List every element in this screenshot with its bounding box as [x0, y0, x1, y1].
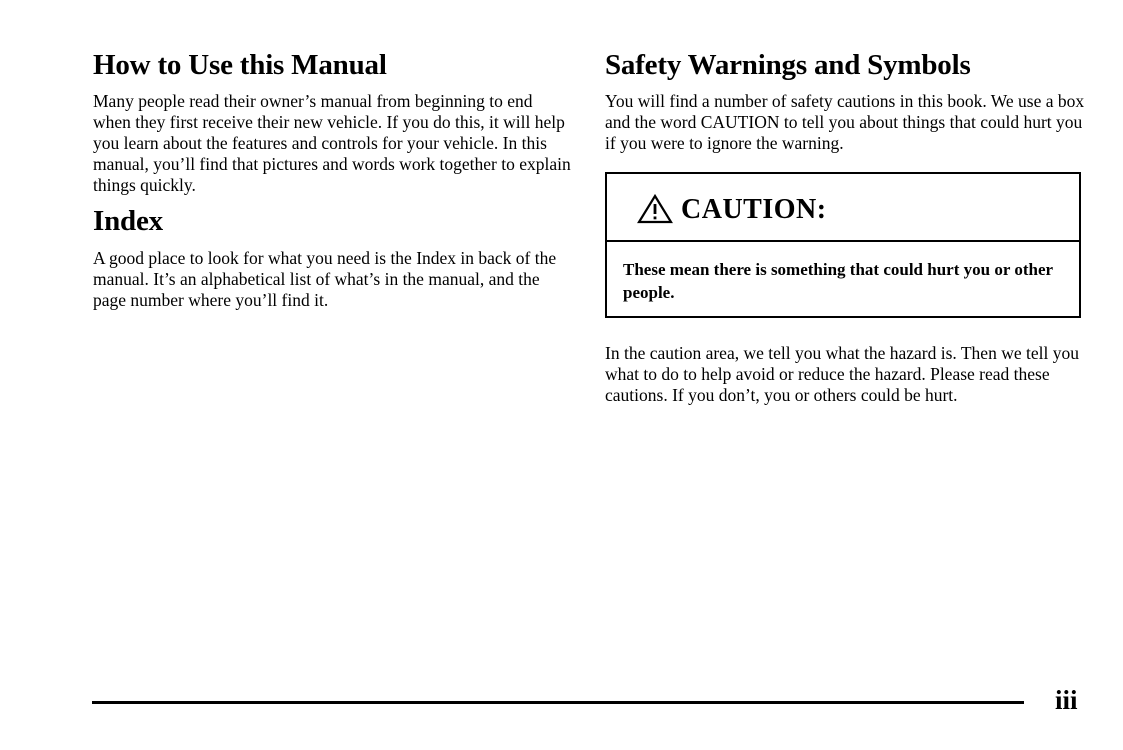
caution-explanation-paragraph: In the caution area, we tell you what the hazard is. Then we tell you what to do to help avoid or reduce the hazard. Please read these cautions. If you don’t, you or others could be hurt. — [605, 343, 1079, 405]
how-to-use-heading: How to Use this Manual — [93, 49, 387, 81]
index-heading: Index — [93, 205, 163, 237]
index-paragraph: A good place to look for what you need is the Index in back of the manual. It’s an alphabetical list of what’s in the manual, and the page number where you’ll find it. — [93, 248, 557, 310]
safety-warnings-heading: Safety Warnings and Symbols — [605, 49, 971, 81]
how-to-use-paragraph: Many people read their owner’s manual from beginning to end when they first receive their new vehicle. If you do this, it will help you learn about the features and controls for your vehicle. In this manual, you’ll find that pictures and words work together to explain things quickly. — [93, 91, 571, 195]
warning-triangle-icon — [637, 194, 673, 224]
caution-box — [605, 172, 1081, 318]
caution-header — [607, 174, 1079, 242]
caution-title: CAUTION: — [681, 194, 827, 225]
footer-rule — [92, 701, 1024, 704]
caution-text: These mean there is something that could hurt you or other people. — [623, 260, 1053, 302]
safety-intro-paragraph: You will find a number of safety cautions in this book. We use a box and the word CAUTION to tell you about things that could hurt you if you were to ignore the warning. — [605, 91, 1085, 153]
page-number: iii — [1055, 685, 1078, 715]
